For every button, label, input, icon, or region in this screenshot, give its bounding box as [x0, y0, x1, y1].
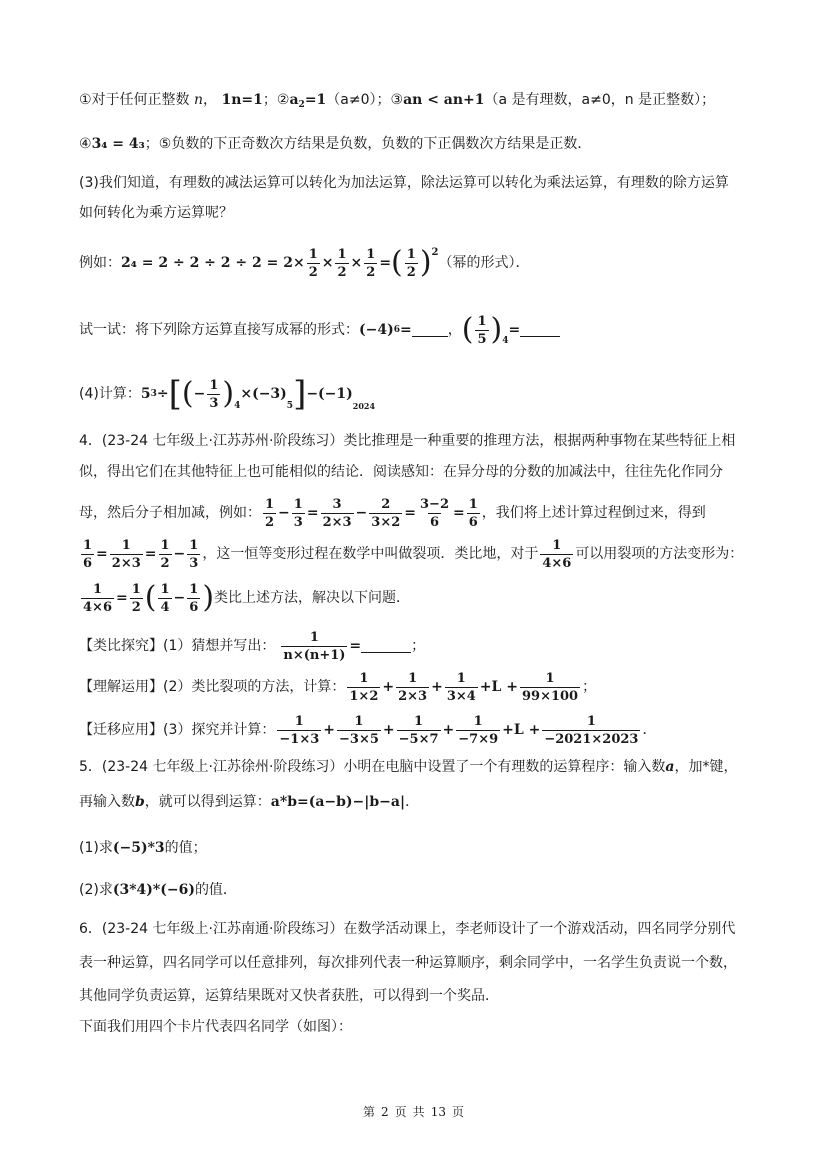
fraction-half: $\frac{1}{2}$ [406, 246, 416, 280]
paragraph-3-line2: 如何转化为乘方运算呢？ [79, 205, 233, 221]
try-line: 试一试：将下列除方运算直接写成幂的形式： (−4) 6 = ， ( $\frac{1}{5}$ ) $_4$ = [79, 309, 560, 351]
calc-line: (4)计算： 5 3 ÷ [ ( − $\frac{1}{3}$ ) $_4$ ×(−3) $_5$ ] −(−1) $_{2024}$ [79, 374, 376, 414]
paragraph-3-line1: (3)我们知道，有理数的减法运算可以转化为加法运算，除法运算可以转化为乘法运算，有理数的除方运算 [79, 175, 729, 191]
fraction-half: $\frac{1}{2}$ [308, 246, 318, 280]
example-line: 例如： 2₄ = 2 ÷ 2 ÷ 2 ÷ 2 = 2× $\frac{1}{2}$ × $\frac{1}{2}$ × $\frac{1}{2}$ = ( $\frac{1}{2}$ ) $^2$ （幂的形式）． [79, 245, 530, 280]
fraction-half: $\frac{1}{2}$ [366, 246, 376, 280]
formula-1n: 1n=1 [221, 92, 263, 108]
fraction-one-third: $\frac{1}{3}$ [209, 377, 219, 411]
q4-part1: 【类比探究】(1）猜想并写出： $\frac{1}{n\times(n+1)}$ = ； [79, 629, 426, 663]
answer-blank[interactable] [361, 640, 411, 653]
q5-sub1: (1)求(−5)*3的值； [79, 840, 207, 856]
example-expression: 2₄ = 2 ÷ 2 ÷ 2 ÷ 2 = 2× [121, 255, 305, 271]
var-n: n [194, 92, 204, 108]
q4-part3: 【迁移应用】(3）探究并计算： $\frac{1}{-1\times 3}$ + $\frac{1}{-3\times 5}$ + $\frac{1}{-5\times 7}$ + $\frac{1}{-7\times 9}$ +L + $\frac{1}{-2021\times 2023}$ ． [79, 713, 657, 747]
q5-line2: 再输入数b，就可以得到运算：a*b=(a−b)−|b−a|． [79, 794, 420, 810]
q4-line2: 似，得出它们在其他特征上也可能相似的结论．阅读感知：在异分母的分数的加减法中，往往先化作同分 [79, 464, 723, 480]
q5-sub2: (2)求(3*4)*(−6)的值． [79, 882, 237, 898]
formula-3-4: 3₄ = 4₃ [91, 136, 145, 152]
q6-line2: 表一种运算，四名同学可以任意排列，每次排列代表一种运算顺序，剩余同学中，一名学生负责说一个数， [79, 955, 737, 971]
q5-line1: 5．(23-24 七年级上·江苏徐州·阶段练习）小明在电脑中设置了一个有理数的运算程序：输入数a，加*键， [79, 759, 738, 775]
formula-an: an < an+1 [403, 92, 485, 108]
page-footer: 第 2 页 共 13 页 [363, 1105, 464, 1119]
q4-line4: $\frac{1}{6}$ = $\frac{1}{2\times 3}$ = $\frac{1}{2}$ − $\frac{1}{3}$ ，这一恒等变形过程在数学中叫做裂项．类比地，对于 $\frac{1}{4\times 6}$ 可以用裂项的方法变形为： [83, 537, 744, 571]
q6-line3: 其他同学负责运算，运算结果既对又快者获胜，可以得到一个奖品． [79, 988, 499, 1004]
page-number: 2 [381, 1105, 389, 1119]
fraction-half: $\frac{1}{2}$ [337, 246, 347, 280]
q4-line5: $\frac{1}{4\times 6}$ = $\frac{1}{2}$ ( $\frac{1}{4}$ − $\frac{1}{6}$ ) 类比上述方法，解决以下问题． [83, 580, 411, 615]
answer-blank[interactable] [520, 324, 560, 337]
property-list-1: ①对于任何正整数 n， 1n=1；$②a_2=1(a\ne 0)$；③an < an+1（a 是有理数，a≠0，n 是正整数）； [79, 92, 716, 110]
q4-line1: 4．(23-24 七年级上·江苏苏州·阶段练习）类比推理是一种重要的推理方法，根据两种事物在某些特征上相 [79, 433, 736, 449]
answer-blank[interactable] [412, 324, 448, 337]
operation-definition: a*b=(a−b)−|b−a| [270, 794, 406, 810]
q4-part2: 【理解运用】(2）类比裂项的方法，计算： $\frac{1}{1\times 2}$ + $\frac{1}{2\times 3}$ + $\frac{1}{3\times 4}$ +L + $\frac{1}{99\times 100}$ ； [79, 670, 597, 704]
total-pages: 13 [430, 1105, 446, 1119]
fraction-one-fifth: $\frac{1}{5}$ [477, 313, 487, 347]
q6-line1: 6．(23-24 七年级上·江苏南通·阶段练习）在数学活动课上，李老师设计了一个游戏活动，四名同学分别代 [79, 921, 736, 937]
q4-line3: 母，然后分子相加减，例如： $\frac{1}{2}$ − $\frac{1}{3}$ = $\frac{3}{2\times 3}$ − $\frac{2}{3\times 2}$ = $\frac{3-2}{6}$ = $\frac{1}{6}$ ，我们将上述计算过程倒过来，得到 [79, 496, 706, 530]
q6-line4: 下面我们用四个卡片代表四名同学（如图）： [79, 1019, 352, 1035]
property-list-2: ④3₄ = 4₃；⑤负数的下正奇数次方结果是负数，负数的下正偶数次方结果是正数． [79, 136, 592, 152]
